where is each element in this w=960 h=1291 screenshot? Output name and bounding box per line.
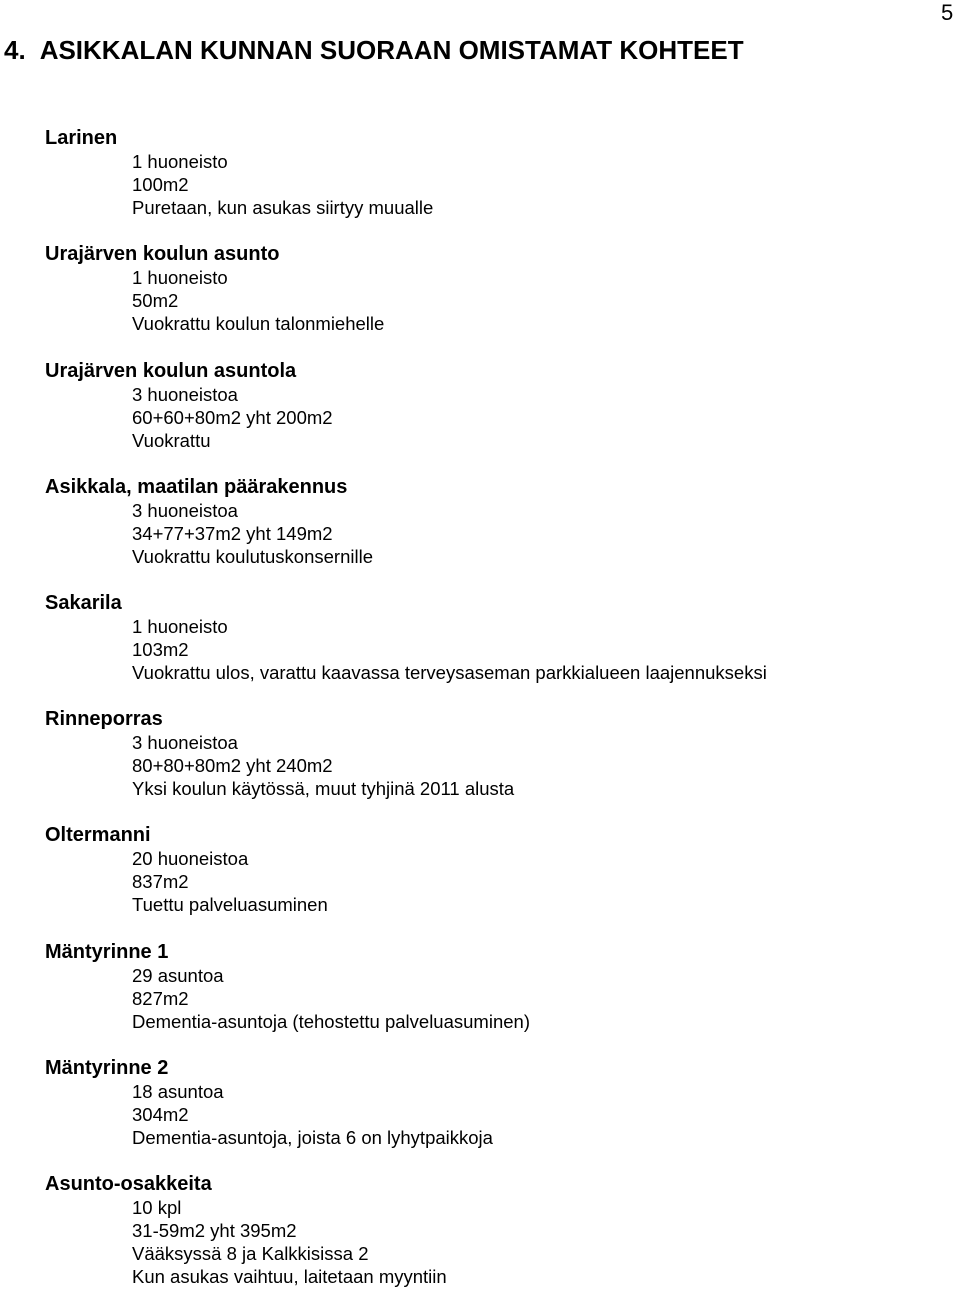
floor-area: 304m2 xyxy=(132,1104,189,1125)
section-title: ASIKKALAN KUNNAN SUORAAN OMISTAMAT KOHTEET xyxy=(39,35,744,65)
unit-count: 18 asuntoa xyxy=(132,1081,224,1102)
floor-area: 837m2 xyxy=(132,871,189,892)
page-number: 5 xyxy=(941,0,954,25)
property-name: Rinneporras xyxy=(45,708,163,730)
unit-count: 29 asuntoa xyxy=(132,965,224,986)
property-block xyxy=(45,940,530,1033)
floor-area: 103m2 xyxy=(132,639,189,660)
property-name: Mäntyrinne 1 xyxy=(45,941,169,963)
usage-note: Kun asukas vaihtuu, laitetaan myyntiin xyxy=(132,1266,447,1287)
usage-note: Dementia-asuntoja (tehostettu palveluasuminen) xyxy=(132,1011,530,1032)
property-name: Urajärven koulun asuntola xyxy=(45,360,297,382)
unit-count: 1 huoneisto xyxy=(132,267,228,288)
usage-note: Dementia-asuntoja, joista 6 on lyhytpaikkoja xyxy=(132,1127,493,1148)
floor-area: 50m2 xyxy=(132,290,179,311)
unit-count: 1 huoneisto xyxy=(132,616,228,637)
usage-note: Vuokrattu koulun talonmiehelle xyxy=(132,313,385,334)
floor-area: 34+77+37m2 yht 149m2 xyxy=(132,523,333,544)
floor-area: 31-59m2 yht 395m2 xyxy=(132,1220,297,1241)
unit-count: 3 huoneistoa xyxy=(132,384,238,405)
property-name: Asunto-osakkeita xyxy=(45,1173,212,1195)
usage-note: Puretaan, kun asukas siirtyy muualle xyxy=(132,197,434,218)
usage-note: Vuokrattu ulos, varattu kaavassa terveysaseman parkkialueen laajennukseksi xyxy=(132,662,767,683)
property-name: Urajärven koulun asunto xyxy=(45,243,280,265)
property-block xyxy=(45,475,373,568)
property-name: Asikkala, maatilan päärakennus xyxy=(45,476,348,498)
property-name: Sakarila xyxy=(45,592,122,614)
floor-area: 827m2 xyxy=(132,988,189,1009)
property-block xyxy=(45,1056,493,1149)
property-block xyxy=(45,1172,447,1288)
usage-note: Tuettu palveluasuminen xyxy=(132,894,328,915)
property-name: Oltermanni xyxy=(45,824,151,846)
unit-count: 20 huoneistoa xyxy=(132,848,249,869)
property-block xyxy=(45,359,333,452)
property-block xyxy=(45,242,384,335)
property-block xyxy=(45,823,328,916)
floor-area: 100m2 xyxy=(132,174,189,195)
location-note: Vääksyssä 8 ja Kalkkisissa 2 xyxy=(132,1243,369,1264)
property-block xyxy=(45,126,433,219)
section-heading xyxy=(4,33,744,67)
section-number: 4. xyxy=(4,35,26,65)
property-block xyxy=(45,707,514,800)
unit-count: 1 huoneisto xyxy=(132,151,228,172)
unit-count: 3 huoneistoa xyxy=(132,732,238,753)
property-name: Larinen xyxy=(45,127,118,149)
usage-note: Vuokrattu koulutuskonsernille xyxy=(132,546,373,567)
usage-note: Vuokrattu xyxy=(132,430,211,451)
unit-count: 3 huoneistoa xyxy=(132,500,238,521)
floor-area: 80+80+80m2 yht 240m2 xyxy=(132,755,333,776)
unit-count: 10 kpl xyxy=(132,1197,182,1218)
usage-note: Yksi koulun käytössä, muut tyhjinä 2011 alusta xyxy=(132,778,515,799)
property-name: Mäntyrinne 2 xyxy=(45,1057,169,1079)
floor-area: 60+60+80m2 yht 200m2 xyxy=(132,407,333,428)
property-block xyxy=(45,591,767,684)
